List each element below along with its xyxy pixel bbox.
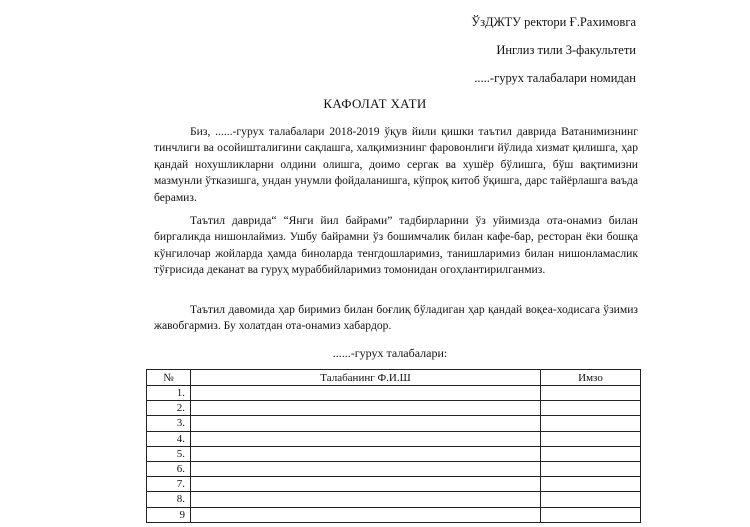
signature-table (146, 369, 641, 523)
student-name-cell[interactable] (191, 431, 541, 446)
row-number: 6. (147, 461, 191, 476)
signature-cell[interactable] (541, 461, 641, 476)
from-group-line: .....-гурух талабалари номидан (474, 71, 636, 85)
table-row (147, 401, 641, 416)
table-header-row (147, 370, 641, 386)
paragraph-3: Таътил давомида ҳар биримиз билан боғлиқ бўладиган ҳар қандай воқеа-ходисага ўзимиз жавобгармиз. Бу холатдан ота-онамиз хабардор. (154, 303, 638, 333)
row-number: 9 (147, 507, 191, 522)
recipient-line: ЎзДЖТУ ректори Ғ.Рахимовга (471, 15, 636, 29)
student-name-cell[interactable] (191, 477, 541, 492)
student-name-cell[interactable] (191, 386, 541, 401)
header-signature: Имзо (541, 370, 641, 386)
signature-cell[interactable] (541, 386, 641, 401)
row-number: 7. (147, 477, 191, 492)
student-name-cell[interactable] (191, 492, 541, 507)
signature-cell[interactable] (541, 492, 641, 507)
row-number: 2. (147, 401, 191, 416)
faculty-line: Инглиз тили 3-факультети (496, 43, 636, 57)
signature-cell[interactable] (541, 446, 641, 461)
row-number: 8. (147, 492, 191, 507)
row-number: 4. (147, 431, 191, 446)
row-number: 3. (147, 416, 191, 431)
student-name-cell[interactable] (191, 461, 541, 476)
table-row (147, 507, 641, 522)
table-row (147, 446, 641, 461)
signature-cell[interactable] (541, 477, 641, 492)
header-student-name: Талабанинг Ф.И.Ш (191, 370, 541, 386)
signature-cell[interactable] (541, 401, 641, 416)
table-row (147, 431, 641, 446)
paragraph-2: Таътил даврида“ “Янги йил байрами” тадбирларини ўз уйимизда ота-онамиз билан биргаликда нишонлаймиз. Ушбу байрамни ўз бошимчалик билан кафе-бар, ресторан ёки бошқа кўнгилочар жойларда ҳамда биноларда тенгдошларимиз, танишларимиз билан нишонламаслик тўғрисида деканат ва гуруҳ мураббийларимиз томонидан огоҳлантирилганмиз. (154, 214, 638, 277)
signature-cell[interactable] (541, 431, 641, 446)
signature-cell[interactable] (541, 416, 641, 431)
table-row (147, 416, 641, 431)
table-row (147, 386, 641, 401)
student-name-cell[interactable] (191, 416, 541, 431)
row-number: 1. (147, 386, 191, 401)
header-number: № (147, 370, 191, 386)
signature-cell[interactable] (541, 507, 641, 522)
document-title: КАФОЛАТ ХАТИ (323, 96, 427, 111)
student-name-cell[interactable] (191, 446, 541, 461)
row-number: 5. (147, 446, 191, 461)
table-row (147, 477, 641, 492)
student-name-cell[interactable] (191, 401, 541, 416)
student-name-cell[interactable] (191, 507, 541, 522)
table-row (147, 492, 641, 507)
table-row (147, 461, 641, 476)
paragraph-1: Биз, ......-гурух талабалари 2018-2019 ўқув йили қишки таътил даврида Ватанимизнинг тинчлиги ва осойишталигини сақлашга, халқимизнинг фаровонлиги йўлида хизмат қилишга, ҳар қандай нохушликларни олдини олишга, доимо сергак ва хушёр бўлишга, бўш вақтимизни мазмунли ўтказишга, ундан унумли фойдаланишга, кўпроқ китоб ўқишга, дарс тайёрлашга ваъда берамиз. (154, 125, 638, 204)
group-label: ......-гурух талабалари: (332, 346, 448, 360)
